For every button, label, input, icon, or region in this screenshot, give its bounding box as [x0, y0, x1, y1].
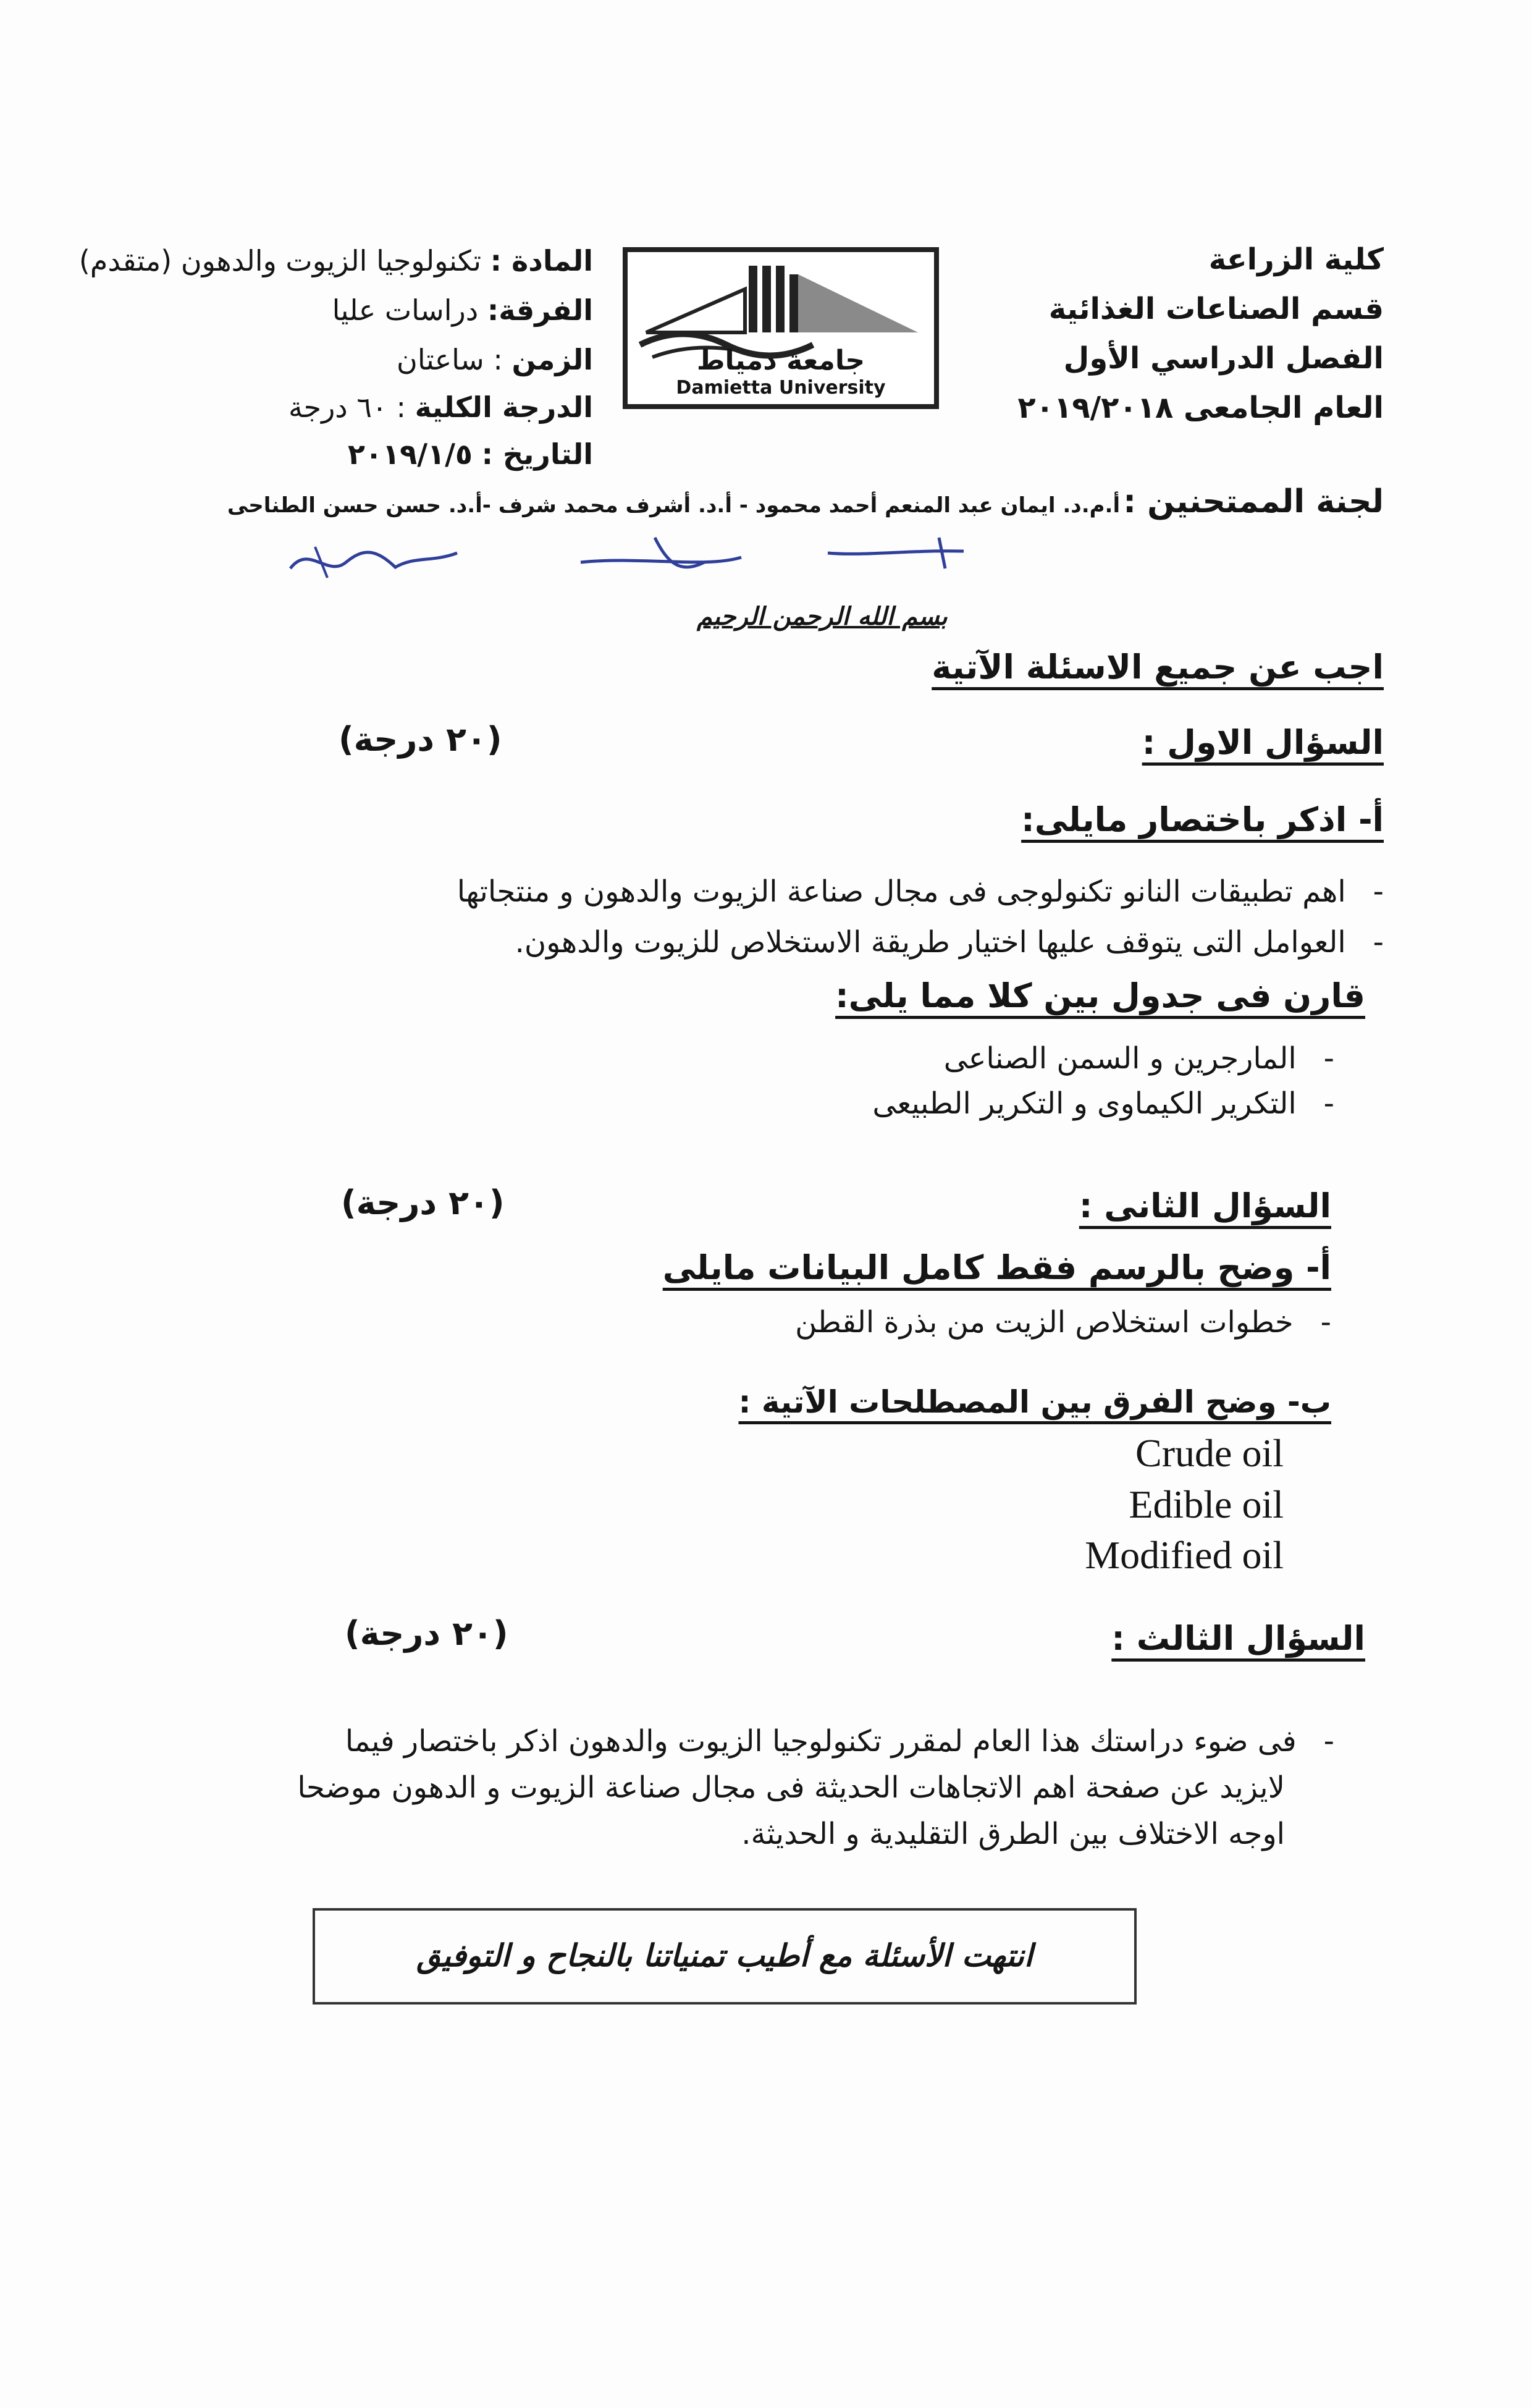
q3-line-1: -فى ضوء دراستك هذا العام لمقرر تكنولوجيا الزيوت والدهون اذكر باختصار فيما — [345, 1724, 1334, 1759]
signatures — [272, 519, 1087, 593]
academic-year: العام الجامعى ٢٠١٩/٢٠١٨ — [1017, 391, 1384, 425]
level-line — [332, 294, 593, 327]
time-line — [397, 343, 593, 376]
committee-names: أ.م.د. ايمان عبد المنعم أحمد محمود - أ.د. أشرف محمد شرف -أ.د. حسن حسن الطناحى — [227, 493, 1121, 518]
subject-line — [79, 244, 593, 277]
subject-value: تكنولوجيا الزيوت والدهون (متقدم) — [78, 244, 482, 277]
logo-english-name: Damietta University — [676, 377, 886, 399]
total-line — [288, 391, 593, 424]
q2-item: -خطوات استخلاص الزيت من بذرة القطن — [795, 1305, 1331, 1340]
level-label: الفرقة: — [487, 294, 593, 327]
university-logo — [623, 247, 939, 409]
q1-compare-1: -المارجرين و السمن الصناعى — [943, 1041, 1334, 1076]
q1-compare-2: -التكرير الكيماوى و التكرير الطبيعى — [872, 1086, 1334, 1121]
q1-item-2-text: العوامل التى يتوقف عليها اختيار طريقة الاستخلاص للزيوت والدهون. — [515, 925, 1346, 960]
logo-arabic-name: جامعة دمياط — [696, 345, 865, 376]
department-name: قسم الصناعات الغذائية — [1048, 292, 1384, 326]
basmala: بسم الله الرحمن الرحيم — [697, 602, 948, 631]
date-label: التاريخ : — [481, 437, 593, 471]
q3-line-2: لايزيد عن صفحة اهم الاتجاهات الحديثة فى مجال صناعة الزيوت و الدهون موضحا — [297, 1770, 1285, 1805]
q1-item-1-text: اهم تطبيقات النانو تكنولوجى فى مجال صناعة الزيوت والدهون و منتجاتها — [457, 874, 1346, 909]
q3-line-3: اوجه الاختلاف بين الطرق التقليدية و الحديثة. — [741, 1817, 1285, 1851]
time-label: الزمن — [511, 343, 593, 376]
semester: الفصل الدراسي الأول — [1063, 341, 1384, 376]
q1-title: السؤال الاول : — [1142, 723, 1384, 762]
committee-label: لجنة الممتحنين : — [1123, 483, 1384, 520]
time-value: : ساعتان — [397, 343, 503, 376]
q2-title: السؤال الثانى : — [1079, 1186, 1331, 1225]
total-value: : ٦٠ درجة — [288, 391, 406, 424]
term-edible-oil: Edible oil — [1129, 1482, 1284, 1526]
q1-compare-1-text: المارجرين و السمن الصناعى — [943, 1041, 1297, 1076]
date-value: ٢٠١٩/١/٥ — [347, 437, 473, 471]
q3-line-1-text: فى ضوء دراستك هذا العام لمقرر تكنولوجيا الزيوت والدهون اذكر باختصار فيما — [345, 1724, 1297, 1759]
level-value: دراسات عليا — [332, 294, 479, 327]
committee-line — [227, 483, 1384, 520]
q3-title: السؤال الثالث : — [1111, 1619, 1365, 1658]
closing-text: انتهت الأسئلة مع أطيب تمنياتنا بالنجاح و التوفيق — [416, 1938, 1033, 1974]
total-label: الدرجة الكلية — [415, 391, 593, 424]
q1-item-2: -العوامل التى يتوقف عليها اختيار طريقة الاستخلاص للزيوت والدهون. — [515, 925, 1384, 960]
date-line — [348, 437, 593, 471]
closing-box — [313, 1908, 1137, 2005]
term-modified-oil: Modified oil — [1085, 1533, 1284, 1577]
q2-part-a: أ- وضح بالرسم فقط كامل البيانات مايلى — [662, 1248, 1331, 1287]
faculty-name: كلية الزراعة — [1208, 242, 1384, 277]
q3-marks: (٢٠ درجة) — [345, 1614, 508, 1653]
subject-label: المادة : — [490, 244, 593, 277]
q2-part-b: ب- وضح الفرق بين المصطلحات الآتية : — [738, 1384, 1331, 1420]
q1-part-b: قارن فى جدول بين كلا مما يلى: — [835, 976, 1365, 1015]
q2-item-text: خطوات استخلاص الزيت من بذرة القطن — [795, 1305, 1294, 1340]
q1-part-a: أ- اذكر باختصار مايلى: — [1021, 800, 1384, 839]
q1-compare-2-text: التكرير الكيماوى و التكرير الطبيعى — [872, 1086, 1297, 1121]
q2-marks: (٢٠ درجة) — [341, 1183, 505, 1222]
term-crude-oil: Crude oil — [1135, 1431, 1284, 1475]
instruction: اجب عن جميع الاسئلة الآتية — [932, 648, 1384, 686]
q1-item-1: -اهم تطبيقات النانو تكنولوجى فى مجال صناعة الزيوت والدهون و منتجاتها — [457, 874, 1384, 909]
q1-marks: (٢٠ درجة) — [339, 720, 502, 759]
